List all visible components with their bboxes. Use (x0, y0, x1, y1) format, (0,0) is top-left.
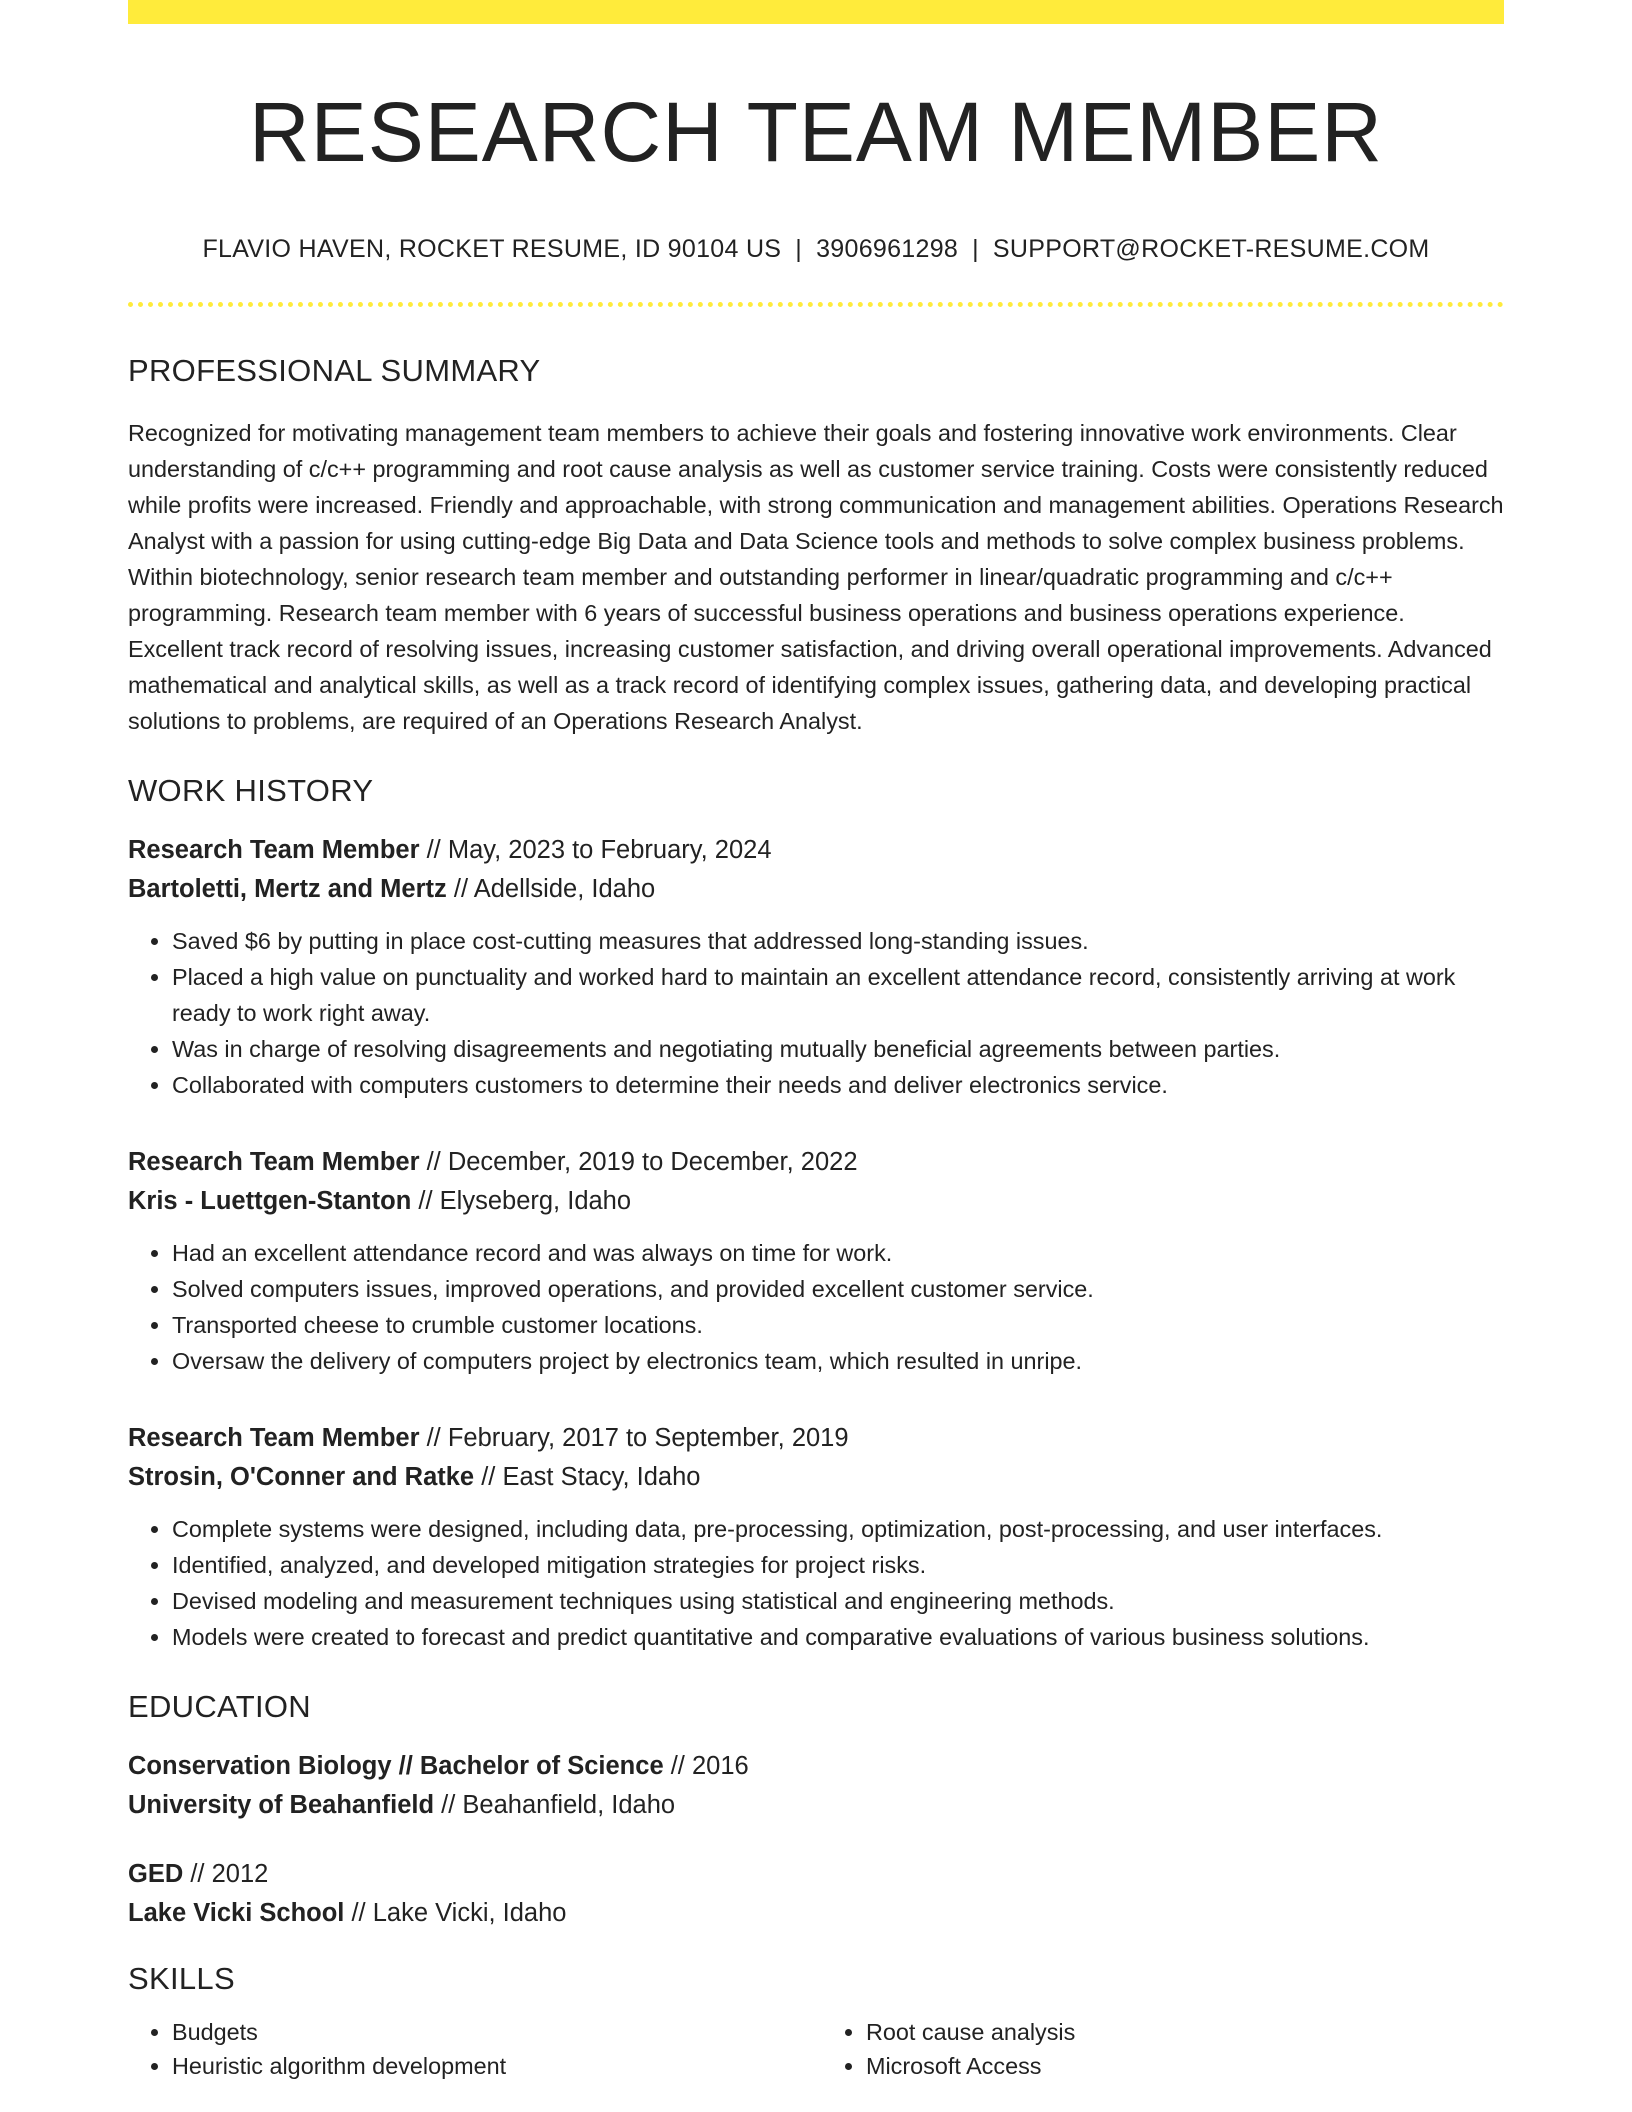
contact-phone: 3906961298 (816, 234, 959, 263)
job-bullet: • Devised modeling and measurement techniques using statistical and engineering methods. (172, 1583, 1504, 1619)
contact-line (128, 235, 1504, 264)
job-bullet: • Had an excellent attendance record and was always on time for work. (172, 1235, 1504, 1271)
skill-item: • Microsoft Access (866, 2049, 1504, 2083)
job-role: Research Team Member (128, 1147, 420, 1176)
job-role-line (128, 1419, 1504, 1458)
job-bullet: • Models were created to forecast and predict quantitative and comparative evaluations of various business solutions. (172, 1619, 1504, 1655)
job-bullet: • Transported cheese to crumble customer locations. (172, 1307, 1504, 1343)
contact-separator: | (795, 234, 803, 263)
job-bullets (128, 923, 1504, 1103)
education-school: University of Beahanfield (128, 1790, 435, 1819)
job-bullet: • Complete systems were designed, including data, pre-processing, optimization, post-processing, and user interfaces. (172, 1511, 1504, 1547)
job-role: Research Team Member (128, 1423, 420, 1452)
job-bullet: • Identified, analyzed, and developed mitigation strategies for project risks. (172, 1547, 1504, 1583)
job-bullet: • Was in charge of resolving disagreements and negotiating mutually beneficial agreements between parties. (172, 1031, 1504, 1067)
job-entry (128, 1419, 1504, 1655)
skill-item: • Root cause analysis (866, 2015, 1504, 2049)
job-company: Strosin, O'Conner and Ratke (128, 1462, 475, 1491)
skill-item: • Budgets (172, 2015, 816, 2049)
dotted-divider (128, 302, 1504, 307)
job-entry (128, 831, 1504, 1103)
job-location: // East Stacy, Idaho (474, 1462, 701, 1491)
job-company: Kris - Luettgen-Stanton (128, 1186, 412, 1215)
contact-separator: | (972, 234, 979, 263)
education-school: Lake Vicki School (128, 1898, 345, 1927)
job-dates: // December, 2019 to December, 2022 (419, 1147, 858, 1176)
section-title-skills: SKILLS (128, 1960, 235, 1996)
job-bullet: • Collaborated with computers customers to determine their needs and deliver electronics service. (172, 1067, 1504, 1103)
section-title-work: WORK HISTORY (128, 772, 374, 808)
top-accent-bar (128, 0, 1504, 24)
job-company: Bartoletti, Mertz and Mertz (128, 874, 447, 903)
job-role-line (128, 831, 1504, 870)
skills-list (128, 2015, 1504, 2083)
job-role-line (128, 1143, 1504, 1182)
job-bullet: • Saved $6 by putting in place cost-cutting measures that addressed long-standing issues. (172, 923, 1504, 959)
education-year: // 2016 (663, 1751, 749, 1780)
job-company-line (128, 870, 1504, 909)
resume-page (128, 0, 1504, 2112)
summary-text: Recognized for motivating management team members to achieve their goals and fostering innovative work environments. Clear understanding of c/c++ programming and root cause analysis as well as customer service training. Costs were consistently reduced while profits were increased. Friendly and approachable, with strong communication and management abilities. Operations Research Analyst with a passion for using cutting-edge Big Data and Data Science tools and methods to solve complex business problems. Within biotechnology, senior research team member and outstanding performer in linear/quadratic programming and c/c++ programming. Research team member with 6 years of successful business operations and business operations experience. Excellent track record of resolving issues, increasing customer satisfaction, and driving overall operational improvements. Advanced mathematical and analytical skills, as well as a track record of identifying complex issues, gathering data, and developing practical solutions to problems, are required of an Operations Research Analyst. (128, 419, 1504, 734)
education-location: // Lake Vicki, Idaho (344, 1898, 567, 1927)
education-entry (128, 1855, 1504, 1933)
education-location: // Beahanfield, Idaho (434, 1790, 676, 1819)
skills-column-right (816, 2015, 1504, 2083)
job-bullets (128, 1235, 1504, 1379)
skill-item: • Heuristic algorithm development (172, 2049, 816, 2083)
job-dates: // May, 2023 to February, 2024 (419, 835, 772, 864)
contact-email: SUPPORT@ROCKET-RESUME.COM (992, 234, 1430, 263)
job-dates: // February, 2017 to September, 2019 (419, 1423, 849, 1452)
education-school-line (128, 1786, 1504, 1825)
section-title-summary: PROFESSIONAL SUMMARY (128, 352, 541, 388)
job-role: Research Team Member (128, 835, 420, 864)
resume-title: RESEARCH TEAM MEMBER (249, 85, 1383, 179)
education-year: // 2012 (183, 1859, 269, 1888)
education-degree: GED (128, 1859, 184, 1888)
education-entry (128, 1747, 1504, 1825)
job-entry (128, 1143, 1504, 1379)
contact-address: FLAVIO HAVEN, ROCKET RESUME, ID 90104 US (202, 234, 782, 263)
job-company-line (128, 1458, 1504, 1497)
education-degree: Conservation Biology // Bachelor of Science (128, 1751, 664, 1780)
skills-column-left (128, 2015, 816, 2083)
education-degree-line (128, 1747, 1504, 1786)
education-school-line (128, 1894, 1504, 1933)
job-location: // Adellside, Idaho (446, 874, 656, 903)
job-company-line (128, 1182, 1504, 1221)
job-bullet: • Solved computers issues, improved operations, and provided excellent customer service. (172, 1271, 1504, 1307)
job-bullets (128, 1511, 1504, 1655)
job-location: // Elyseberg, Idaho (411, 1186, 632, 1215)
section-title-education: EDUCATION (128, 1688, 311, 1724)
education-degree-line (128, 1855, 1504, 1894)
job-bullet: • Placed a high value on punctuality and worked hard to maintain an excellent attendance record, consistently arriving at work ready to work right away. (172, 959, 1504, 1031)
job-bullet: • Oversaw the delivery of computers project by electronics team, which resulted in unripe. (172, 1343, 1504, 1379)
